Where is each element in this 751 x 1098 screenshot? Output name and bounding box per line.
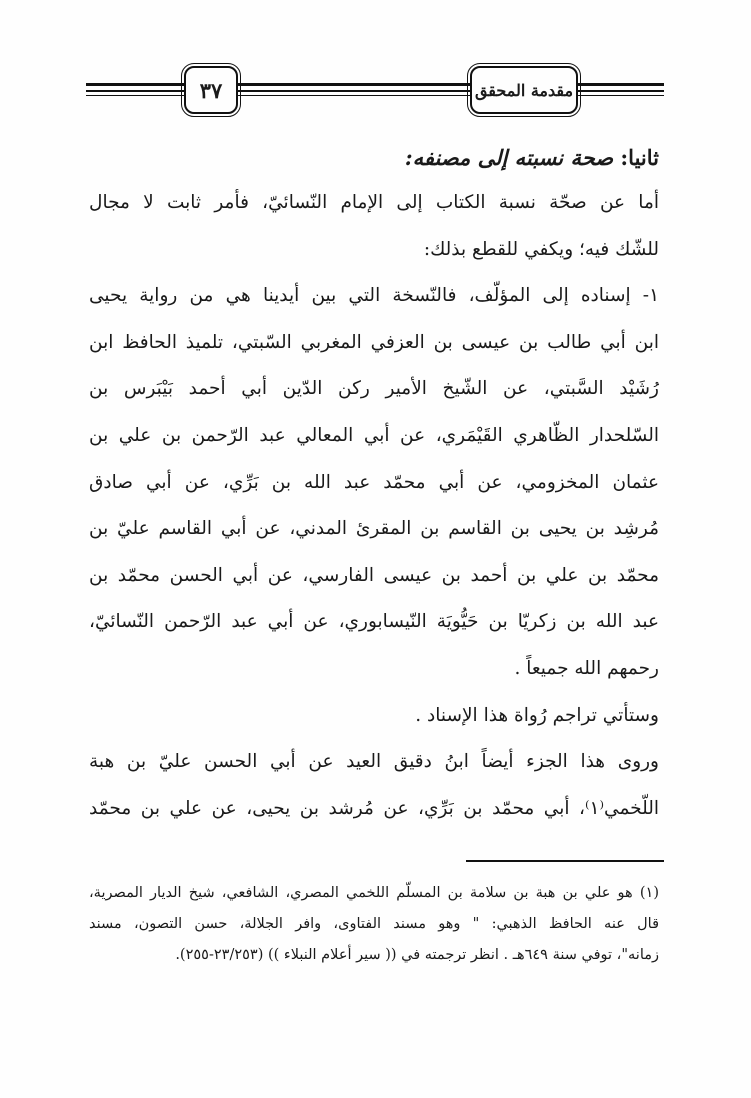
text-line: رُشَيْد السَّبتي، عن الشّيخ الأمير ركن الدّين أبي أحمد بَيْبَرس بن <box>89 378 659 400</box>
main-text <box>89 180 659 832</box>
section-heading <box>89 138 659 178</box>
text-line: رحمهم الله جميعاً . <box>514 657 659 679</box>
footnote <box>89 878 659 971</box>
footnote-separator <box>466 860 664 862</box>
running-header-text: مقدمة المحقق <box>474 80 574 100</box>
footnote-line: قال عنه الحافظ الذهبي: " وهو مسند الفتاوى، وافر الجلالة، حسن التصون، مسند <box>89 916 659 932</box>
text-line: أما عن صحّة نسبة الكتاب إلى الإمام النّسائيّ، فأمر ثابت لا مجال <box>89 192 659 213</box>
page-number-text: ٣٧ <box>199 77 223 103</box>
text-line: ابن أبي طالب بن عيسى بن العزفي المغربي السّبتي، تلميذ الحافظ ابن <box>89 331 659 353</box>
text-line: ١- إسناده إلى المؤلّف، فالنّسخة التي بين أيدينا هي من رواية يحيى <box>89 285 659 307</box>
running-header-title <box>470 66 578 114</box>
text-line: عثمان المخزومي، عن أبي محمّد عبد الله بن بَرِّي، عن أبي صادق <box>89 471 659 493</box>
text-line: اللّخمي⁽١⁾، أبي محمّد بن بَرِّي، عن مُرشد بن يحيى، عن علي بن محمّد <box>89 797 659 819</box>
text-line: مُرشِد بن يحيى بن القاسم بن المقرئ المدني، عن أبي القاسم عليّ بن <box>89 518 659 540</box>
section-heading-title: صحة نسبته إلى مصنفه: <box>404 145 614 170</box>
page-number <box>184 66 238 114</box>
text-line: للشّك فيه؛ ويكفي للقطع بذلك: <box>423 238 659 260</box>
text-line: محمّد بن علي بن أحمد بن عيسى الفارسي، عن أبي الحسن محمّد بن <box>89 564 659 586</box>
footnote-line: (١) هو علي بن هبة بن سلامة بن المسلّم اللخمي المصري، الشافعي، شيخ الديار المصرية، <box>89 885 659 901</box>
footnote-line: زمانه"، توفي سنة ٦٤٩هـ . انظر ترجمته في (( سير أعلام النبلاء )) (٢٣/٢٥٣-٢٥٥). <box>175 947 659 963</box>
text-line: عبد الله بن زكريّا بن حَيُّويَة النّيسابوري، عن أبي عبد الرّحمن النّسائيّ، <box>89 611 659 633</box>
text-line: السّلحدار الظّاهري القَيْمَري، عن أبي المعالي عبد الرّحمن بن علي بن <box>89 424 659 446</box>
text-line: وروى هذا الجزء أيضاً ابنُ دقيق العيد عن أبي الحسن عليّ بن هبة <box>89 751 659 773</box>
text-line: وستأتي تراجم رُواة هذا الإسناد . <box>415 704 659 726</box>
section-heading-prefix: ثانيا: <box>620 145 659 170</box>
